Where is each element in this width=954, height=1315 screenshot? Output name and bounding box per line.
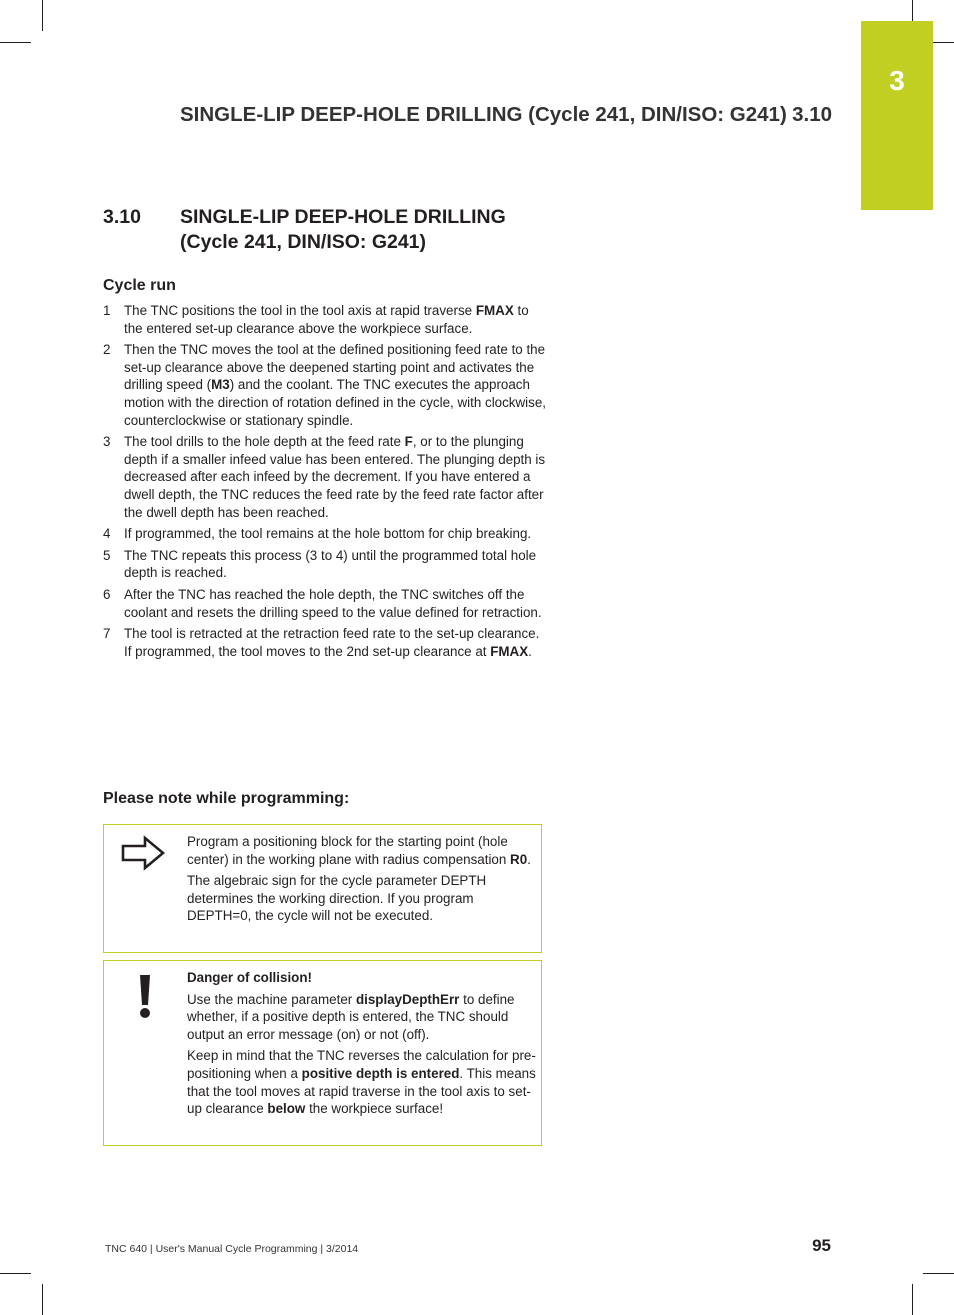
exclamation-icon (135, 973, 155, 1023)
arrow-right-icon (121, 833, 167, 873)
list-item: 5 The TNC repeats this process (3 to 4) until the programmed total hole depth is reached. (103, 547, 537, 581)
section-number: 3.10 (103, 206, 141, 228)
code-keyword: R0 (510, 851, 528, 867)
running-head (180, 103, 832, 127)
chapter-tab (861, 21, 933, 210)
cycle-run-heading: Cycle run (103, 277, 176, 294)
section-title-line1: SINGLE-LIP DEEP-HOLE DRILLING (180, 206, 506, 228)
code-keyword: FMAX (475, 303, 514, 318)
crop-mark (0, 1273, 31, 1274)
note-box (103, 824, 542, 953)
footer-text: TNC 640 | User's Manual Cycle Programming | 3/2014 (105, 1243, 359, 1255)
crop-mark (912, 1284, 913, 1315)
list-item: 1 The TNC positions the tool in the tool axis at rapid traverse FMAX to the entered set-up clearance above the workpiece surface. (103, 303, 529, 336)
list-item: 2 Then the TNC moves the tool at the defined positioning feed rate to the set-up clearance above the deepened starting point and activates the drilling speed (M3) and the coolant. The TNC executes the approach motion with the direction of rotation defined in the cycle, with clockwise, counterclockwise or stationary spindle. (103, 342, 547, 428)
running-head-title: SINGLE-LIP DEEP-HOLE DRILLING (Cycle 241, DIN/ISO: G241) (180, 103, 787, 126)
code-keyword: F (404, 434, 413, 450)
list-item: 4 If programmed, the tool remains at the hole bottom for chip breaking. (103, 526, 532, 542)
note-paragraph: Program a positioning block for the starting point (hole center) in the working plane with radius compensation R0. (187, 834, 531, 867)
note-paragraph: The algebraic sign for the cycle parameter DEPTH determines the working direction. If you program DEPTH=0, the cycle will not be executed. (187, 873, 487, 924)
page-number: 95 (812, 1236, 831, 1255)
chapter-number: 3 (889, 65, 905, 96)
cycle-run-steps (103, 302, 548, 664)
warning-title: Danger of collision! (187, 970, 312, 985)
list-item: 6 After the TNC has reached the hole depth, the TNC switches off the coolant and resets the drilling speed to the value defined for retraction. (103, 586, 542, 620)
code-keyword: M3 (211, 377, 230, 393)
list-item: 7 The tool is retracted at the retraction feed rate to the set-up clearance. If programmed, the tool moves to the 2nd set-up clearance at FMAX. (103, 626, 540, 659)
crop-mark (923, 1273, 954, 1274)
note-paragraph: Keep in mind that the TNC reverses the calculation for pre-positioning when a positive depth is entered. This means that the tool moves at rapid traverse in the tool axis to set-up clearance below the workpiece surface! (187, 1048, 536, 1117)
warning-box (103, 960, 542, 1146)
running-head-section: 3.10 (792, 103, 832, 126)
crop-mark (42, 0, 43, 31)
list-item: 3 The tool drills to the hole depth at the feed rate F, or to the plunging depth if a smaller infeed value has been entered. The plunging depth is decreased after each infeed by the decrement. If you have entered a dwell depth, the TNC reduces the feed rate by the feed rate factor after the dwell depth has been reached. (103, 434, 546, 520)
note-paragraph: Use the machine parameter displayDepthErr to define whether, if a positive depth is entered, the TNC should output an error message (on) or not (off). (187, 991, 515, 1042)
crop-mark (42, 1284, 43, 1315)
crop-mark (0, 42, 31, 43)
section-title-line2: (Cycle 241, DIN/ISO: G241) (180, 231, 427, 253)
code-keyword: FMAX (490, 643, 529, 659)
programming-notes-heading: Please note while programming: (103, 790, 350, 807)
